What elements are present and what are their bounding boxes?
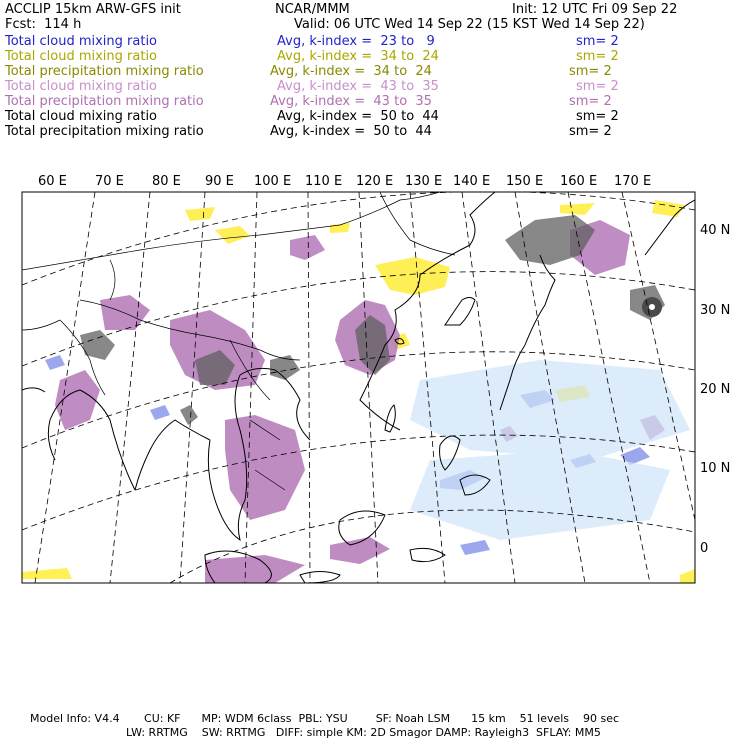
legend-avg: Avg, k-index = 34 to 24 — [270, 64, 432, 79]
lat-label: 0 — [700, 541, 709, 556]
typhoon-eye — [649, 304, 655, 310]
lat-label: 10 N — [700, 461, 731, 476]
lon-label: 80 E — [152, 174, 181, 189]
legend-field: Total cloud mixing ratio — [5, 79, 158, 94]
legend-sm: sm= 2 — [569, 124, 612, 139]
lon-label: 160 E — [560, 174, 598, 189]
legend-sm: sm= 2 — [569, 64, 612, 79]
model-title: ACCLIP 15km ARW-GFS init — [5, 2, 181, 17]
physics-info-line: LW: RRTMG SW: RRTMG DIFF: simple KM: 2D Smagor DAMP: Rayleigh3 SFLAY: MM5 — [126, 726, 601, 739]
legend-avg: Avg, k-index = 50 to 44 — [277, 109, 439, 124]
legend-field: Total precipitation mixing ratio — [5, 94, 204, 109]
lat-label: 20 N — [700, 382, 731, 397]
forecast-hour: Fcst: 114 h — [5, 17, 82, 32]
legend-avg: Avg, k-index = 43 to 35 — [270, 94, 432, 109]
legend-field: Total precipitation mixing ratio — [5, 64, 204, 79]
legend-avg: Avg, k-index = 50 to 44 — [270, 124, 432, 139]
lon-label: 150 E — [506, 174, 544, 189]
legend-field: Total cloud mixing ratio — [5, 34, 158, 49]
legend-avg: Avg, k-index = 34 to 24 — [277, 49, 439, 64]
lon-label: 100 E — [254, 174, 292, 189]
lon-label: 90 E — [205, 174, 234, 189]
lon-label: 130 E — [405, 174, 443, 189]
lon-label: 70 E — [95, 174, 124, 189]
lon-label: 60 E — [38, 174, 67, 189]
center-label: NCAR/MMM — [275, 2, 350, 17]
model-info-line: Model Info: V4.4 CU: KF MP: WDM 6class PBL: YSU SF: Noah LSM 15 km 51 levels 90 sec — [30, 712, 620, 725]
lon-label: 110 E — [305, 174, 343, 189]
lat-label: 40 N — [700, 223, 731, 238]
init-time: Init: 12 UTC Fri 09 Sep 22 — [512, 2, 678, 17]
lon-label: 120 E — [356, 174, 394, 189]
legend-sm: sm= 2 — [576, 49, 619, 64]
legend-sm: sm= 2 — [576, 109, 619, 124]
lon-label: 140 E — [453, 174, 491, 189]
legend-sm: sm= 2 — [576, 34, 619, 49]
legend-field: Total cloud mixing ratio — [5, 49, 158, 64]
legend-sm: sm= 2 — [569, 94, 612, 109]
legend-field: Total cloud mixing ratio — [5, 109, 158, 124]
lon-label: 170 E — [614, 174, 652, 189]
legend-field: Total precipitation mixing ratio — [5, 124, 204, 139]
legend-sm: sm= 2 — [576, 79, 619, 94]
legend-avg: Avg, k-index = 43 to 35 — [277, 79, 439, 94]
valid-time: Valid: 06 UTC Wed 14 Sep 22 (15 KST Wed 14 Sep 22) — [294, 17, 645, 32]
lat-label: 30 N — [700, 303, 731, 318]
legend-avg: Avg, k-index = 23 to 9 — [277, 34, 435, 49]
